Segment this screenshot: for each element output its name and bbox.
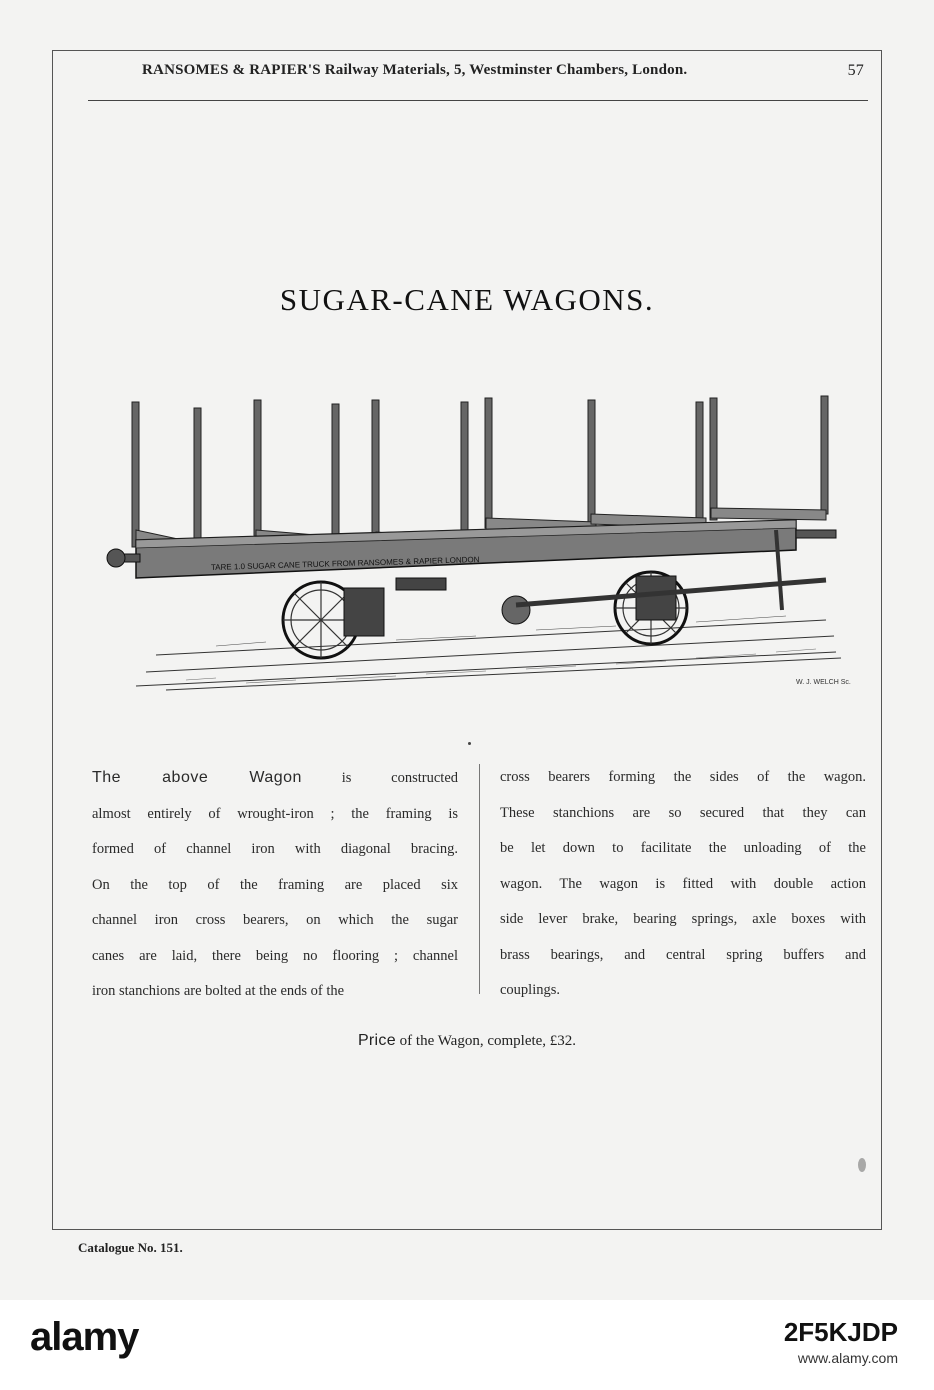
text-line: brass bearings, and central spring buffers and — [500, 946, 866, 963]
engraver-signature: W. J. WELCH Sc. — [796, 679, 851, 686]
text-line: These stanchions are so secured that they can — [500, 804, 866, 821]
text-line: canes are laid, there being no flooring ; channel — [92, 947, 458, 964]
column-divider — [479, 764, 480, 994]
text-line: be let down to facilitate the unloading of the — [500, 840, 866, 856]
stock-site: www.alamy.com — [797, 1350, 898, 1366]
catalogue-number: Catalogue No. 151. — [78, 1240, 183, 1255]
text-line: channel iron cross bearers, on which the sugar — [92, 912, 458, 928]
text-line: wagon. The wagon is fitted with double action — [500, 875, 866, 892]
price-lead: Price — [357, 1032, 396, 1049]
stock-image-id: 2F5KJDP — [783, 1317, 898, 1347]
text-line: couplings. — [500, 982, 561, 998]
description-column-left — [92, 760, 458, 1010]
page-smudge — [858, 1158, 866, 1172]
lead-words: The above Wagon — [92, 769, 302, 786]
text-line: cross bearers forming the sides of the wagon. — [500, 769, 866, 785]
text-line: formed of channel iron with diagonal bracing. — [92, 841, 458, 857]
wagon-lettering: TARE 1.0 SUGAR CANE TRUCK FROM RANSOMES & RAPIER LONDON — [210, 555, 480, 572]
price-text: of the Wagon, complete, £32. — [395, 1033, 577, 1049]
price-line — [0, 1032, 934, 1050]
ink-spot — [468, 742, 471, 745]
text-line: iron stanchions are bolted at the ends of the — [92, 983, 345, 999]
description-column-right — [500, 760, 866, 1009]
line-rest: is constructed — [301, 770, 458, 786]
text-line: almost entirely of wrought-iron ; the framing is — [92, 805, 458, 822]
page-number: 57 — [847, 62, 864, 79]
text-line — [92, 760, 458, 797]
text-line: side lever brake, bearing springs, axle boxes with — [500, 911, 866, 927]
text-line: On the top of the framing are placed six — [92, 876, 458, 893]
stock-logo: alamy — [30, 1315, 139, 1359]
running-header — [88, 62, 868, 101]
publisher-line: RANSOMES & RAPIER'S Railway Materials, 5, Westminster Chambers, London. — [142, 62, 688, 78]
page-title: SUGAR-CANE WAGONS. — [279, 282, 655, 317]
wagon-engraving — [96, 390, 851, 700]
